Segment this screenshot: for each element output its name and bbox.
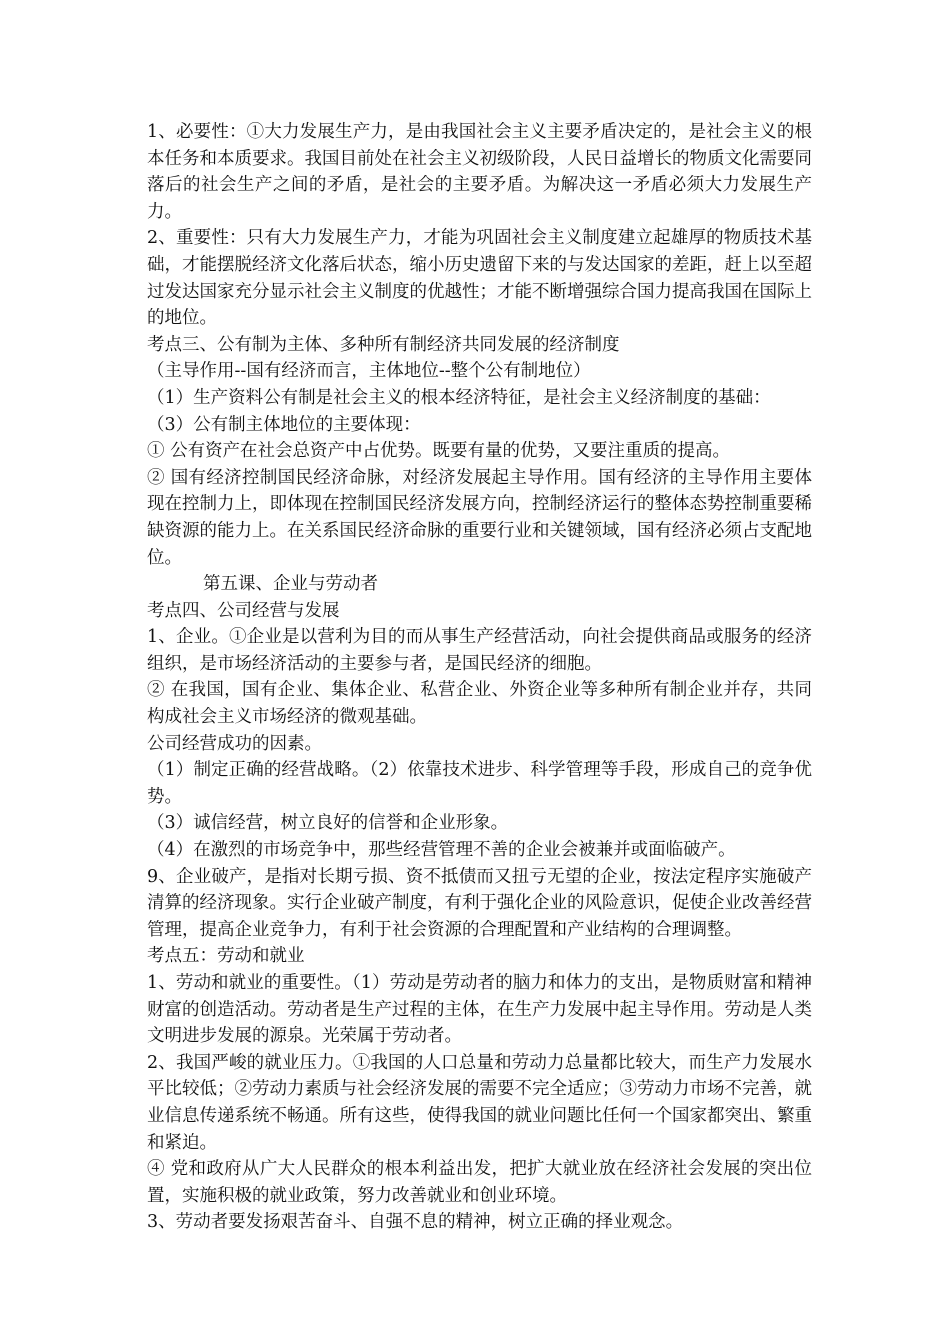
heading-point-5: 考点五：劳动和就业 [147,946,305,967]
paragraph-public-ownership: （1）生产资料公有制是社会主义的根本经济特征，是社会主义经济制度的基础： [147,387,771,408]
document-body [147,119,812,1236]
list-item-government-policy: ④ 党和政府从广大人民群众的根本利益出发，把扩大就业放在经济社会发展的突出位置，实施积极的就业政策，努力改善就业和创业环境。 [147,1159,812,1206]
paragraph-career-attitude: 3、劳动者要发扬艰苦奋斗、自强不息的精神，树立正确的择业观念。 [147,1212,684,1233]
list-item-competition: （4）在激烈的市场竞争中，那些经营管理不善的企业会被兼并或面临破产。 [147,840,736,861]
paragraph-labor-importance: 1、劳动和就业的重要性。（1）劳动是劳动者的脑力和体力的支出，是物质财富和精神财富的创造活动。劳动者是生产过程的主体，在生产力发展中起主导作用。劳动是人类文明进步发展的源泉。光荣属于劳动者。 [147,973,812,1047]
paragraph-importance: 2、重要性：只有大力发展生产力，才能为巩固社会主义制度建立起雄厚的物质技术基础，才能摆脱经济文化落后状态，缩小历史遗留下来的与发达国家的差距，赶上以至超过发达国家充分显示社会主义制度的优越性；才能不断增强综合国力提高我国在国际上的地位。 [147,228,812,329]
paragraph-main-body: （3）公有制主体地位的主要体现： [147,414,421,435]
list-item-integrity: （3）诚信经营，树立良好的信誉和企业形象。 [147,813,509,834]
paragraph-employment-pressure: 2、我国严峻的就业压力。①我国的人口总量和劳动力总量都比较大，而生产力发展水平比较低；②劳动力素质与社会经济发展的需要不完全适应；③劳动力市场不完善，就业信息传递系统不畅通。所有这些，使得我国的就业问题比任何一个国家都突出、繁重和紧迫。 [147,1052,812,1153]
lesson-title: 第五课、企业与劳动者 [203,574,378,595]
paragraph-bankruptcy: 9、企业破产，是指对长期亏损、资不抵债而又扭亏无望的企业，按法定程序实施破产清算的经济现象。实行企业破产制度，有利于强化企业的风险意识，促使企业改善经营管理，提高企业竞争力，有利于社会资源的合理配置和产业结构的合理调整。 [147,866,812,940]
subheading-success-factors: 公司经营成功的因素。 [147,733,322,754]
heading-point-3: 考点三、公有制为主体、多种所有制经济共同发展的经济制度 [147,334,620,355]
heading-point-4: 考点四、公司经营与发展 [147,600,340,621]
paragraph-enterprise: 1、企业。①企业是以营利为目的而从事生产经营活动，向社会提供商品或服务的经济组织，是市场经济活动的主要参与者，是国民经济的细胞。 [147,627,812,674]
list-item-ownership-types: ② 在我国，国有企业、集体企业、私营企业、外资企业等多种所有制企业并存，共同构成社会主义市场经济的微观基础。 [147,680,812,728]
list-item-strategy: （1）制定正确的经营战略。（2）依靠技术进步、科学管理等手段，形成自己的竞争优势。 [147,760,812,807]
list-item-state-economy: ② 国有经济控制国民经济命脉，对经济发展起主导作用。国有经济的主导作用主要体现在控制力上，即体现在控制国民经济发展方向，控制经济运行的整体态势控制重要稀缺资源的能力上。在关系国民经济命脉的重要行业和关键领域，国有经济必须占支配地位。 [147,467,812,568]
paragraph-necessity: 1、必要性：①大力发展生产力，是由我国社会主义主要矛盾决定的，是社会主义的根本任务和本质要求。我国目前处在社会主义初级阶段，人民日益增长的物质文化需要同落后的社会生产之间的矛盾，是社会的主要矛盾。为解决这一矛盾必须大力发展生产力。 [147,122,812,222]
list-item-public-assets: ① 公有资产在社会总资产中占优势。既要有量的优势，又要注重质的提高。 [147,441,731,462]
note-leading-role: （主导作用--国有经济而言，主体地位--整个公有制地位） [147,361,591,382]
